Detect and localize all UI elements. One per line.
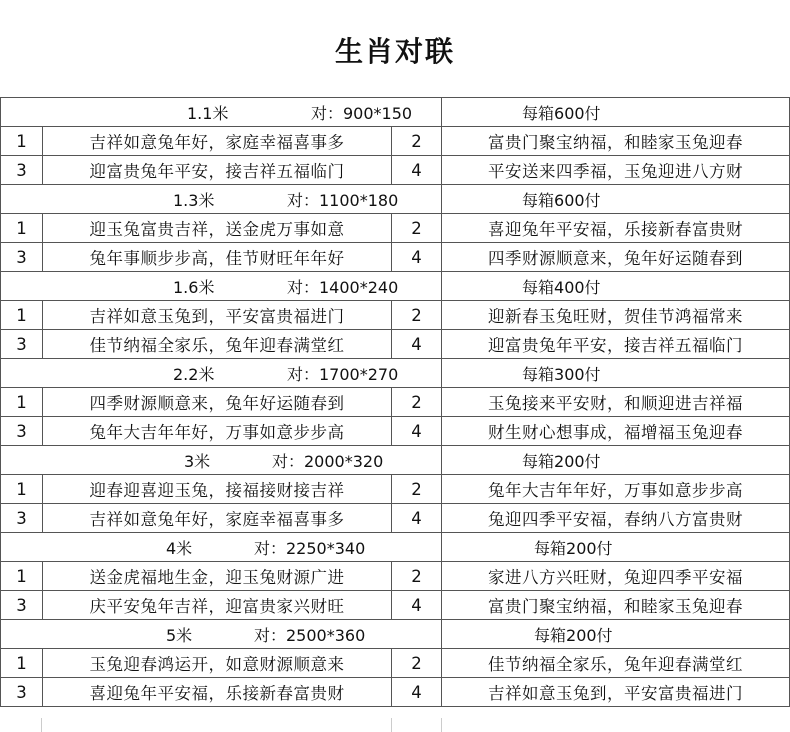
couplet-number: 3	[1, 678, 43, 707]
couplet-text: 玉兔接来平安财，和顺迎进吉祥福	[442, 388, 790, 417]
couplet-text: 吉祥如意兔年好，家庭幸福喜事多	[43, 127, 392, 156]
couplet-text: 兔年事顺步步高，佳节财旺年年好	[43, 243, 392, 272]
box-quantity: 每箱600付	[442, 98, 790, 127]
size-group-header	[1, 359, 790, 388]
couplet-text: 喜迎兔年平安福，乐接新春富贵财	[442, 214, 790, 243]
size-group-header	[1, 533, 790, 562]
couplet-text: 送金虎福地生金，迎玉兔财源广进	[43, 562, 392, 591]
couplet-text: 庆平安兔年吉祥，迎富贵家兴财旺	[43, 591, 392, 620]
couplet-number: 1	[1, 475, 43, 504]
couplet-number: 2	[392, 475, 442, 504]
couplet-row	[1, 301, 790, 330]
couplet-row	[1, 214, 790, 243]
pair-dimensions: 对：2000*320	[272, 451, 384, 471]
couplet-number: 4	[392, 417, 442, 446]
couplet-number: 1	[1, 388, 43, 417]
size-spec-cell	[1, 272, 442, 301]
couplet-row	[1, 562, 790, 591]
couplet-number: 1	[1, 301, 43, 330]
couplet-number: 3	[1, 591, 43, 620]
couplet-row	[1, 388, 790, 417]
gridline	[391, 718, 392, 732]
couplet-text: 富贵门聚宝纳福，和睦家玉兔迎春	[442, 591, 790, 620]
pair-dimensions: 对：900*150	[311, 103, 413, 123]
size-label: 3米	[184, 451, 211, 471]
couplet-row	[1, 475, 790, 504]
couplet-row	[1, 127, 790, 156]
size-spec-cell	[1, 620, 442, 649]
couplet-text: 迎春迎喜迎玉兔，接福接财接吉祥	[43, 475, 392, 504]
size-group-header	[1, 446, 790, 475]
couplet-text: 财生财心想事成，福增福玉兔迎春	[442, 417, 790, 446]
couplet-number: 2	[392, 127, 442, 156]
size-spec-cell	[1, 446, 442, 475]
couplet-row	[1, 678, 790, 707]
size-label: 1.3米	[173, 190, 215, 210]
gridline	[41, 718, 42, 732]
couplet-number: 2	[392, 649, 442, 678]
couplet-number: 2	[392, 301, 442, 330]
couplet-table	[0, 97, 790, 707]
box-quantity: 每箱300付	[442, 359, 790, 388]
couplet-text: 吉祥如意玉兔到，平安富贵福进门	[43, 301, 392, 330]
box-quantity: 每箱600付	[442, 185, 790, 214]
couplet-number: 3	[1, 504, 43, 533]
size-spec-cell	[1, 533, 442, 562]
size-label: 2.2米	[173, 364, 215, 384]
couplet-number: 1	[1, 127, 43, 156]
couplet-number: 4	[392, 156, 442, 185]
couplet-text: 富贵门聚宝纳福，和睦家玉兔迎春	[442, 127, 790, 156]
size-label: 5米	[166, 625, 193, 645]
couplet-text: 佳节纳福全家乐，兔年迎春满堂红	[442, 649, 790, 678]
couplet-number: 3	[1, 417, 43, 446]
size-spec-cell	[1, 185, 442, 214]
couplet-number: 4	[392, 330, 442, 359]
couplet-number: 4	[392, 678, 442, 707]
couplet-number: 3	[1, 156, 43, 185]
box-quantity: 每箱400付	[442, 272, 790, 301]
couplet-text: 迎玉兔富贵吉祥，送金虎万事如意	[43, 214, 392, 243]
couplet-number: 1	[1, 562, 43, 591]
couplet-number: 4	[392, 504, 442, 533]
pair-dimensions: 对：1100*180	[287, 190, 399, 210]
couplet-row	[1, 330, 790, 359]
pair-dimensions: 对：2500*360	[254, 625, 366, 645]
size-group-header	[1, 272, 790, 301]
couplet-row	[1, 504, 790, 533]
couplet-number: 2	[392, 562, 442, 591]
pair-dimensions: 对：2250*340	[254, 538, 366, 558]
page-title: 生肖对联	[334, 35, 455, 68]
couplet-number: 3	[1, 330, 43, 359]
box-quantity: 每箱200付	[442, 446, 790, 475]
couplet-number: 2	[392, 388, 442, 417]
size-label: 4米	[166, 538, 193, 558]
couplet-number: 1	[1, 649, 43, 678]
couplet-text: 家进八方兴旺财，兔迎四季平安福	[442, 562, 790, 591]
couplet-text: 四季财源顺意来，兔年好运随春到	[43, 388, 392, 417]
couplet-text: 吉祥如意兔年好，家庭幸福喜事多	[43, 504, 392, 533]
couplet-text: 兔迎四季平安福，春纳八方富贵财	[442, 504, 790, 533]
couplet-number: 1	[1, 214, 43, 243]
couplet-text: 吉祥如意玉兔到，平安富贵福进门	[442, 678, 790, 707]
couplet-table-body	[1, 98, 790, 707]
size-group-header	[1, 620, 790, 649]
couplet-row	[1, 243, 790, 272]
couplet-row	[1, 156, 790, 185]
size-label: 1.6米	[173, 277, 215, 297]
couplet-row	[1, 591, 790, 620]
size-spec-cell	[1, 359, 442, 388]
couplet-number: 4	[392, 591, 442, 620]
couplet-text: 迎新春玉兔旺财，贺佳节鸿福常来	[442, 301, 790, 330]
couplet-text: 迎富贵兔年平安，接吉祥五福临门	[442, 330, 790, 359]
size-label: 1.1米	[187, 103, 229, 123]
box-quantity: 每箱200付	[442, 533, 790, 562]
size-spec-cell	[1, 98, 442, 127]
size-group-header	[1, 185, 790, 214]
couplet-text: 四季财源顺意来，兔年好运随春到	[442, 243, 790, 272]
couplet-text: 兔年大吉年年好，万事如意步步高	[442, 475, 790, 504]
couplet-row	[1, 417, 790, 446]
couplet-text: 平安送来四季福，玉兔迎进八方财	[442, 156, 790, 185]
couplet-number: 4	[392, 243, 442, 272]
couplet-text: 兔年大吉年年好，万事如意步步高	[43, 417, 392, 446]
pair-dimensions: 对：1400*240	[287, 277, 399, 297]
couplet-text: 喜迎兔年平安福，乐接新春富贵财	[43, 678, 392, 707]
couplet-number: 2	[392, 214, 442, 243]
couplet-row	[1, 649, 790, 678]
size-group-header	[1, 98, 790, 127]
couplet-text: 佳节纳福全家乐，兔年迎春满堂红	[43, 330, 392, 359]
gridline	[441, 718, 442, 732]
couplet-number: 3	[1, 243, 43, 272]
couplet-text: 迎富贵兔年平安，接吉祥五福临门	[43, 156, 392, 185]
couplet-text: 玉兔迎春鸿运开，如意财源顺意来	[43, 649, 392, 678]
box-quantity: 每箱200付	[442, 620, 790, 649]
pair-dimensions: 对：1700*270	[287, 364, 399, 384]
